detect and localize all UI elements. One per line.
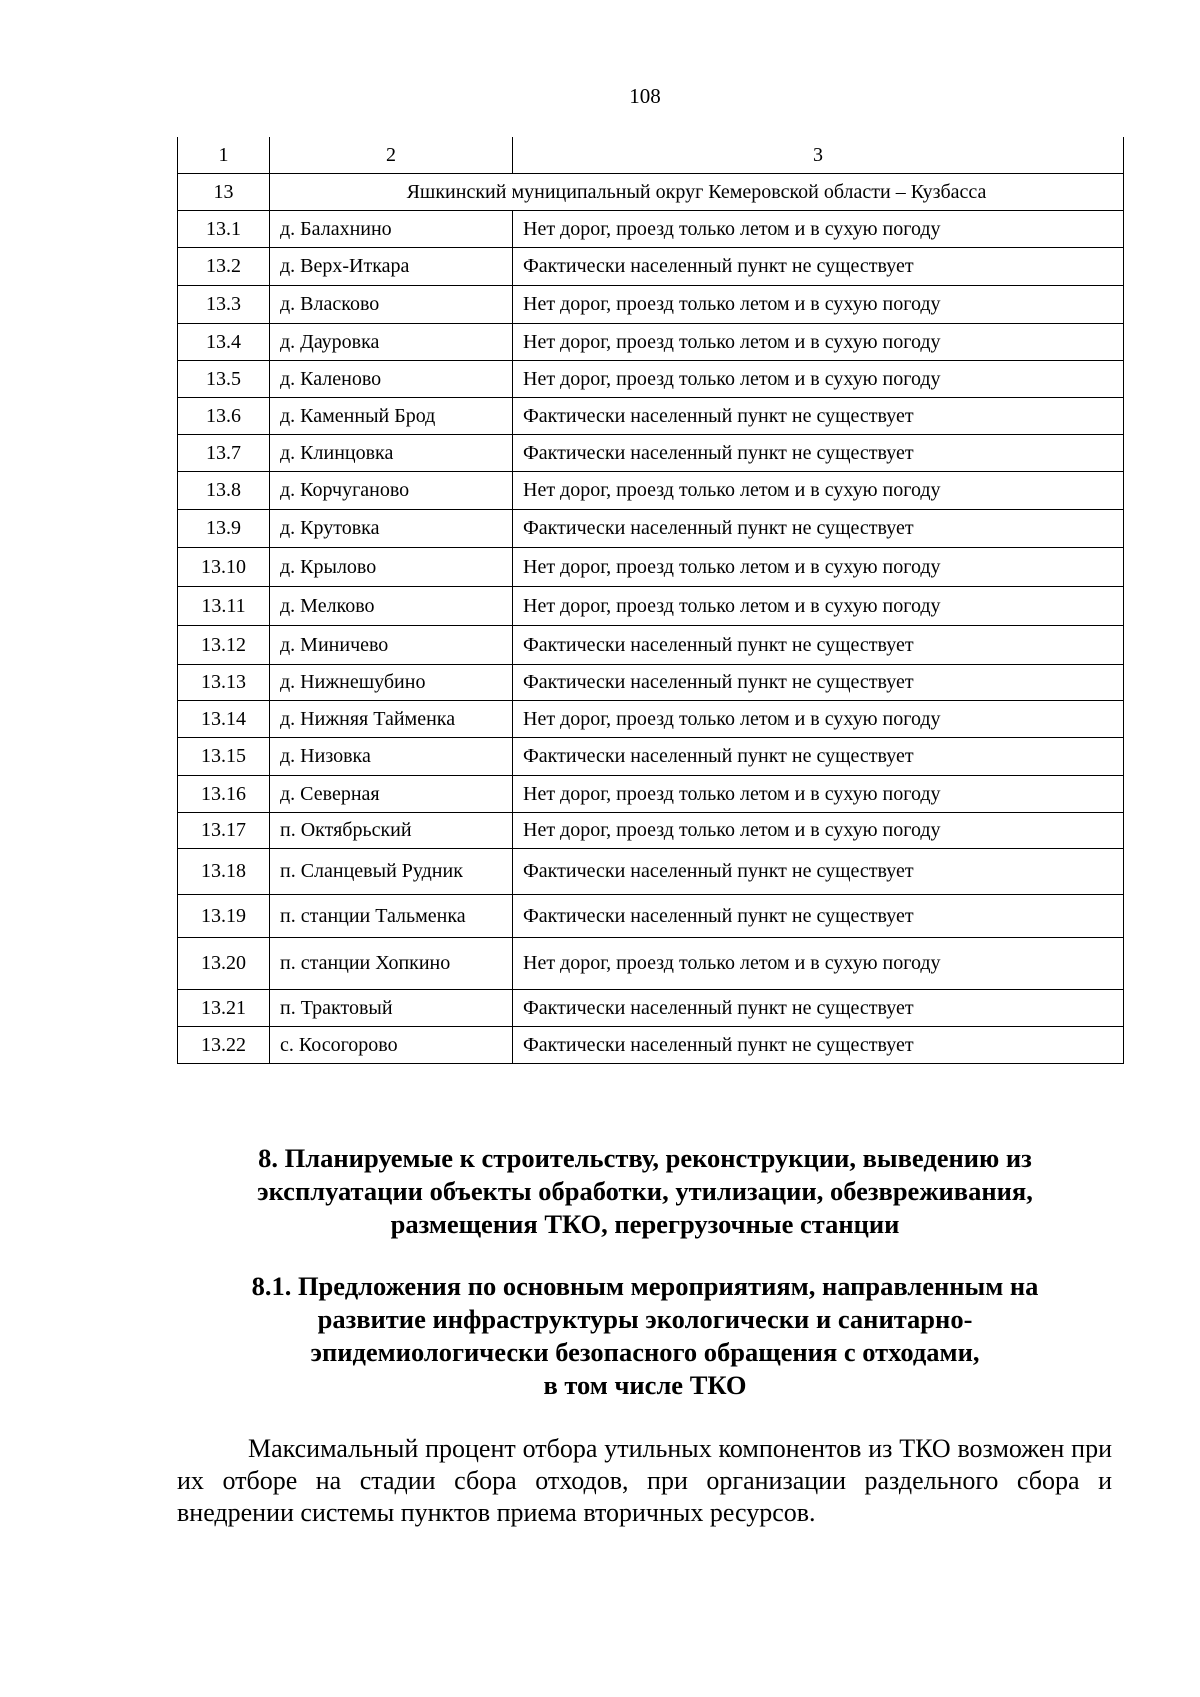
settlement-name: д. Нижнешубино	[270, 664, 513, 700]
group-title: Яшкинский муниципальный округ Кемеровской области – Кузбасса	[270, 173, 1124, 210]
settlement-status: Нет дорог, проезд только летом и в сухую погоду	[513, 586, 1124, 625]
settlement-status: Фактически населенный пункт не существует	[513, 989, 1124, 1026]
row-number: 13.1	[178, 210, 270, 247]
settlement-status: Нет дорог, проезд только летом и в сухую погоду	[513, 547, 1124, 586]
settlement-status: Нет дорог, проезд только летом и в сухую погоду	[513, 937, 1124, 989]
row-number: 13.15	[178, 737, 270, 775]
column-header-2: 2	[270, 137, 513, 173]
settlement-status: Нет дорог, проезд только летом и в сухую погоду	[513, 471, 1124, 509]
row-number: 13.7	[178, 434, 270, 471]
table-row	[178, 547, 1124, 586]
settlement-status: Фактически населенный пункт не существует	[513, 737, 1124, 775]
settlement-name: п. станции Хопкино	[270, 937, 513, 989]
table-row	[178, 812, 1124, 848]
table-group-row	[178, 173, 1124, 210]
table-row	[178, 509, 1124, 547]
table-row	[178, 737, 1124, 775]
row-number: 13.17	[178, 812, 270, 848]
settlement-status: Нет дорог, проезд только летом и в сухую погоду	[513, 700, 1124, 737]
table-row	[178, 664, 1124, 700]
column-header-3: 3	[513, 137, 1124, 173]
section-8-heading-line: эксплуатации объекты обработки, утилизации, обезвреживания,	[257, 1176, 1033, 1206]
settlement-status: Фактически населенный пункт не существует	[513, 894, 1124, 937]
section-8-1-heading-line: 8.1. Предложения по основным мероприятиям, направленным на	[251, 1271, 1039, 1301]
settlement-status: Фактически населенный пункт не существует	[513, 848, 1124, 894]
settlement-name: п. станции Тальменка	[270, 894, 513, 937]
settlement-name: д. Крылово	[270, 547, 513, 586]
section-8-heading	[220, 1142, 1070, 1241]
settlement-name: с. Косогорово	[270, 1026, 513, 1063]
section-8-1-heading-line: эпидемиологически безопасного обращения с отходами,	[310, 1337, 980, 1367]
table-row	[178, 625, 1124, 664]
settlements-table	[177, 137, 1124, 1064]
settlement-name: д. Корчуганово	[270, 471, 513, 509]
row-number: 13.5	[178, 360, 270, 397]
row-number: 13.6	[178, 397, 270, 434]
table-row	[178, 894, 1124, 937]
row-number: 13.2	[178, 247, 270, 285]
group-number: 13	[178, 173, 270, 210]
table-row	[178, 247, 1124, 285]
row-number: 13.11	[178, 586, 270, 625]
row-number: 13.12	[178, 625, 270, 664]
settlement-status: Нет дорог, проезд только летом и в сухую погоду	[513, 285, 1124, 323]
settlement-status: Фактически населенный пункт не существует	[513, 247, 1124, 285]
settlement-name: д. Северная	[270, 775, 513, 812]
settlement-name: д. Верх-Иткара	[270, 247, 513, 285]
settlement-name: д. Низовка	[270, 737, 513, 775]
table-row	[178, 360, 1124, 397]
section-8-1-heading	[220, 1270, 1070, 1402]
table-row	[178, 700, 1124, 737]
table-row	[178, 937, 1124, 989]
section-8-1-heading-line: в том числе ТКО	[543, 1370, 747, 1400]
row-number: 13.9	[178, 509, 270, 547]
table-row	[178, 471, 1124, 509]
settlement-name: д. Дауровка	[270, 323, 513, 360]
section-8-1-heading-line: развитие инфраструктуры экологически и санитарно-	[317, 1304, 973, 1334]
row-number: 13.22	[178, 1026, 270, 1063]
row-number: 13.14	[178, 700, 270, 737]
settlement-name: п. Сланцевый Рудник	[270, 848, 513, 894]
settlement-name: д. Власково	[270, 285, 513, 323]
settlement-name: д. Нижняя Тайменка	[270, 700, 513, 737]
settlement-name: д. Клинцовка	[270, 434, 513, 471]
settlement-name: п. Трактовый	[270, 989, 513, 1026]
row-number: 13.20	[178, 937, 270, 989]
table-row	[178, 848, 1124, 894]
table-header-row	[178, 137, 1124, 173]
settlement-status: Нет дорог, проезд только летом и в сухую погоду	[513, 775, 1124, 812]
settlement-status: Фактически населенный пункт не существует	[513, 625, 1124, 664]
row-number: 13.3	[178, 285, 270, 323]
settlement-name: д. Каменный Брод	[270, 397, 513, 434]
page-number: 108	[629, 84, 661, 108]
settlement-status: Фактически населенный пункт не существует	[513, 509, 1124, 547]
settlement-status: Нет дорог, проезд только летом и в сухую погоду	[513, 323, 1124, 360]
body-paragraph: Максимальный процент отбора утильных компонентов из ТКО возможен при их отборе на стадии сбора отходов, при организации раздельного сбора и внедрении системы пунктов приема вторичных ресурсов.	[177, 1434, 1112, 1527]
settlement-status: Фактически населенный пункт не существует	[513, 664, 1124, 700]
section-8-heading-line: 8. Планируемые к строительству, реконструкции, выведению из	[258, 1143, 1032, 1173]
row-number: 13.19	[178, 894, 270, 937]
row-number: 13.13	[178, 664, 270, 700]
row-number: 13.8	[178, 471, 270, 509]
section-8-heading-line: размещения ТКО, перегрузочные станции	[390, 1209, 900, 1239]
row-number: 13.18	[178, 848, 270, 894]
settlement-name: д. Мелково	[270, 586, 513, 625]
settlement-status: Нет дорог, проезд только летом и в сухую погоду	[513, 360, 1124, 397]
settlement-name: д. Балахнино	[270, 210, 513, 247]
settlement-name: д. Каленово	[270, 360, 513, 397]
settlement-name: д. Миничево	[270, 625, 513, 664]
table-row	[178, 210, 1124, 247]
row-number: 13.21	[178, 989, 270, 1026]
row-number: 13.4	[178, 323, 270, 360]
settlement-name: д. Крутовка	[270, 509, 513, 547]
table-row	[178, 285, 1124, 323]
table-row	[178, 989, 1124, 1026]
settlement-status: Фактически населенный пункт не существует	[513, 1026, 1124, 1063]
settlement-status: Нет дорог, проезд только летом и в сухую погоду	[513, 210, 1124, 247]
settlement-name: п. Октябрьский	[270, 812, 513, 848]
settlement-status: Фактически населенный пункт не существует	[513, 397, 1124, 434]
settlement-status: Нет дорог, проезд только летом и в сухую погоду	[513, 812, 1124, 848]
table-row	[178, 775, 1124, 812]
row-number: 13.10	[178, 547, 270, 586]
table-row	[178, 1026, 1124, 1063]
row-number: 13.16	[178, 775, 270, 812]
settlement-status: Фактически населенный пункт не существует	[513, 434, 1124, 471]
table-row	[178, 586, 1124, 625]
column-header-1: 1	[178, 137, 270, 173]
table-row	[178, 434, 1124, 471]
table-row	[178, 323, 1124, 360]
table-row	[178, 397, 1124, 434]
